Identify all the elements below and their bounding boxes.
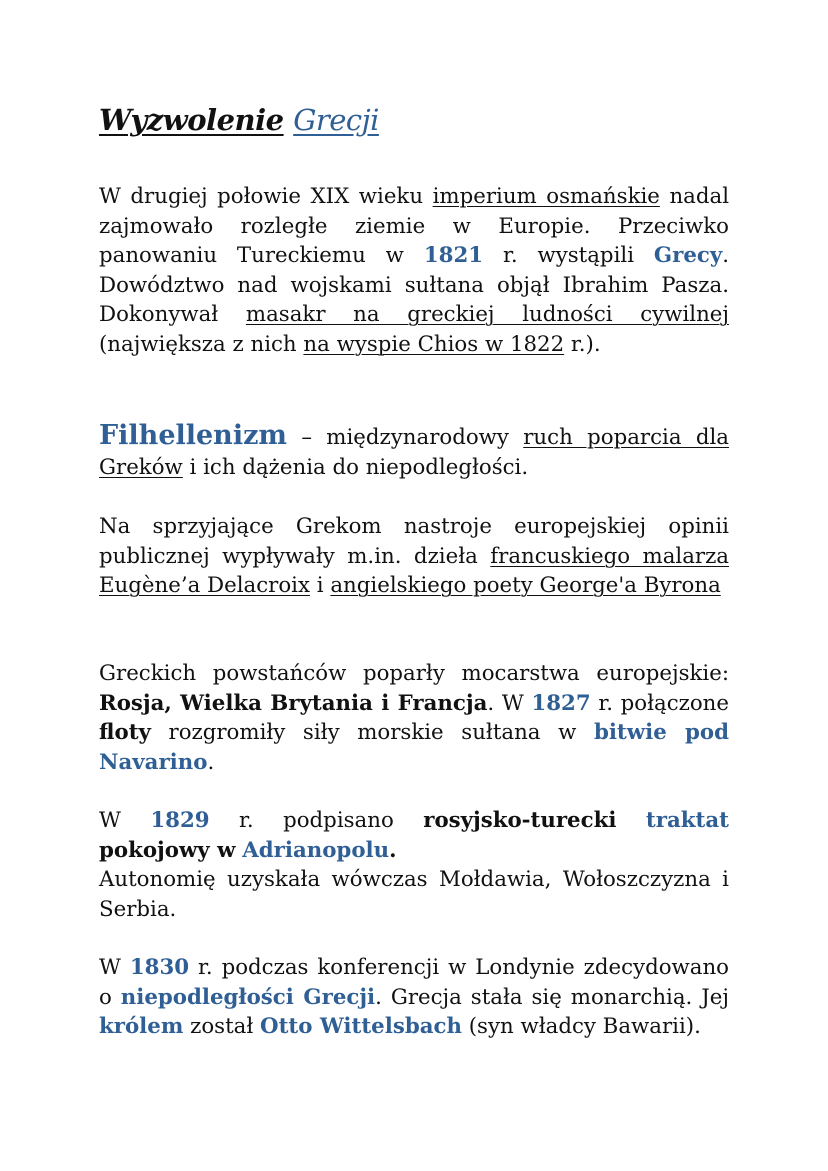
paragraph-adrianople-treaty bbox=[99, 806, 729, 924]
text-run: . Grecja stała się monarchią. Jej bbox=[375, 984, 729, 1010]
text-highlight-year: 1821 bbox=[423, 243, 484, 268]
paragraph-public-opinion bbox=[99, 512, 729, 601]
text-run: został bbox=[183, 1014, 261, 1039]
text-bold: Rosja, Wielka Brytania i Francja bbox=[99, 690, 488, 716]
text-highlight: bitwie pod Navarino bbox=[99, 720, 729, 775]
text-highlight-year: 1829 bbox=[150, 808, 210, 833]
text-run: Greckich powstańców poparły mocarstwa europejskie: bbox=[99, 661, 729, 686]
text-run: r. podpisano bbox=[209, 808, 424, 833]
text-highlight-year: 1830 bbox=[129, 955, 190, 980]
text-bold: rosyjsko-turecki bbox=[423, 808, 617, 833]
text-underlined: masakr na greckiej ludności cywilnej bbox=[245, 302, 729, 327]
text-run: r.). bbox=[564, 331, 601, 357]
paragraph-ottoman-empire bbox=[99, 182, 729, 359]
text-underlined: na wyspie Chios w 1822 bbox=[303, 331, 565, 357]
text-run: i ich dążenia do niepodległości. bbox=[182, 454, 529, 480]
text-run: i bbox=[310, 573, 331, 598]
text-highlight: Otto Wittelsbach bbox=[260, 1014, 462, 1039]
text-underlined: ruch poparcia dla Greków bbox=[99, 425, 729, 480]
text-run: Autonomię uzyskała wówczas Mołdawia, Wołoszczyzna i Serbia. bbox=[99, 867, 729, 922]
text-highlight: królem bbox=[99, 1014, 184, 1039]
text-bold: . bbox=[389, 837, 397, 863]
text-run: (syn władcy Bawarii). bbox=[461, 1014, 701, 1039]
text-underlined: angielskiego poety George'a Byrona bbox=[330, 573, 721, 598]
text-highlight-year: 1827 bbox=[531, 690, 591, 716]
text-run: (największa z nich bbox=[99, 331, 304, 357]
text-run: r. podczas konferencji w Londynie zdecydowano o bbox=[99, 955, 729, 1010]
text-run: Na sprzyjające Grekom nastroje europejskiej opinii publicznej wypływały m.in. dzieła bbox=[99, 514, 729, 569]
text-bold: pokojowy w bbox=[99, 837, 236, 863]
text-run: W bbox=[99, 808, 151, 833]
paragraph-great-powers bbox=[99, 659, 729, 777]
text-bold: floty bbox=[99, 720, 151, 745]
text-run bbox=[616, 808, 645, 833]
text-underlined: imperium osmańskie bbox=[432, 184, 660, 209]
text-run: . bbox=[207, 749, 215, 775]
text-highlight: niepodległości Grecji bbox=[120, 984, 376, 1010]
text-run: . Dowództwo nad wojskami sułtana objął Ibrahim Pasza. Dokonywał bbox=[99, 243, 729, 327]
text-run: W bbox=[99, 955, 130, 980]
paragraph-philhellenism bbox=[99, 421, 729, 482]
text-underlined: francuskiego malarza Eugène’a Delacroix bbox=[99, 543, 730, 598]
text-run: W drugiej połowie XIX wieku bbox=[99, 184, 433, 209]
term-philhellenism: Filhellenizm bbox=[99, 420, 287, 451]
text-run: r. wystąpili bbox=[483, 243, 654, 268]
text-run: – międzynarodowy bbox=[286, 425, 524, 450]
text-run: r. połączone bbox=[590, 690, 730, 716]
text-highlight: Grecy bbox=[653, 243, 723, 268]
text-run: . W bbox=[487, 690, 532, 716]
text-run: rozgromiły siły morskie sułtana w bbox=[150, 720, 594, 745]
text-run: nadal zajmowało rozległe ziemie w Europie. Przeciwko panowaniu Tureckiemu w bbox=[99, 184, 730, 268]
title-part-1: Wyzwolenie bbox=[99, 103, 284, 137]
title-part-2: Grecji bbox=[293, 103, 379, 137]
text-highlight: Adrianopolu bbox=[242, 837, 390, 863]
paragraph-london-conference bbox=[99, 953, 729, 1042]
text-highlight: traktat bbox=[645, 808, 729, 833]
page-title bbox=[99, 100, 379, 140]
